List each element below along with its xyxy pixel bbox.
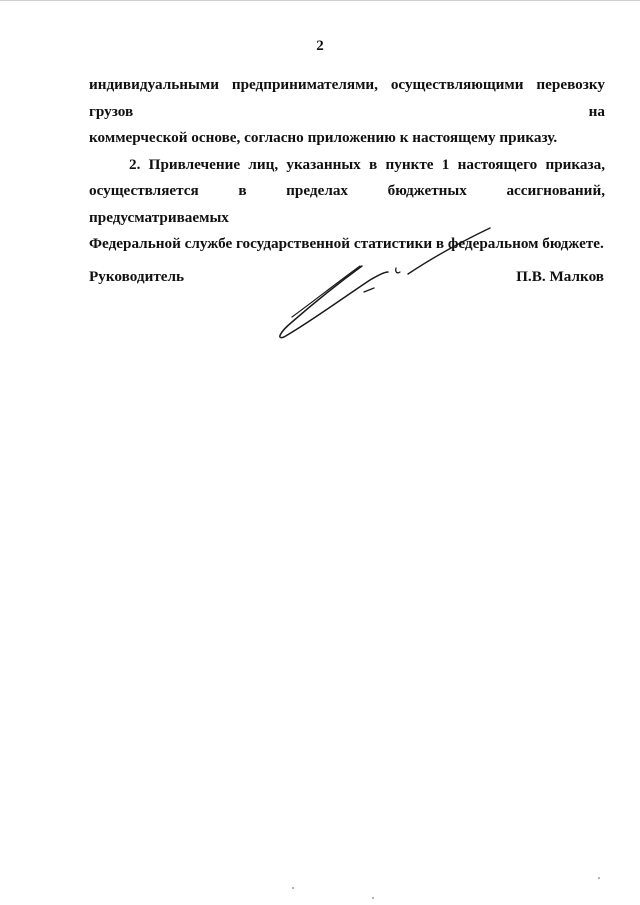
handwritten-signature: [270, 222, 500, 347]
page-number: 2: [316, 38, 324, 54]
signer-name: П.В. Малков: [516, 268, 604, 285]
paragraph-2-line-2: осуществляется в пределах бюджетных ассигнований, предусматриваемых: [89, 182, 605, 226]
paragraph-1-line-1: индивидуальными предпринимателями, осуществляющими перевозку грузов на: [89, 76, 605, 120]
scan-speck: [292, 887, 294, 889]
paragraph-1: [89, 72, 605, 152]
paragraph-1-line-2: коммерческой основе, согласно приложению к настоящему приказу.: [89, 129, 558, 146]
paragraph-2-line-3: Федеральной службе государственной статистики в федеральном бюджете.: [89, 235, 604, 252]
scan-speck: [372, 897, 374, 899]
paragraph-2-line-1: 2. Привлечение лиц, указанных в пункте 1 настоящего приказа,: [129, 155, 605, 173]
signature-position-title: Руководитель: [89, 268, 185, 285]
scan-speck: [598, 877, 600, 879]
page-top-edge: [0, 0, 640, 1]
